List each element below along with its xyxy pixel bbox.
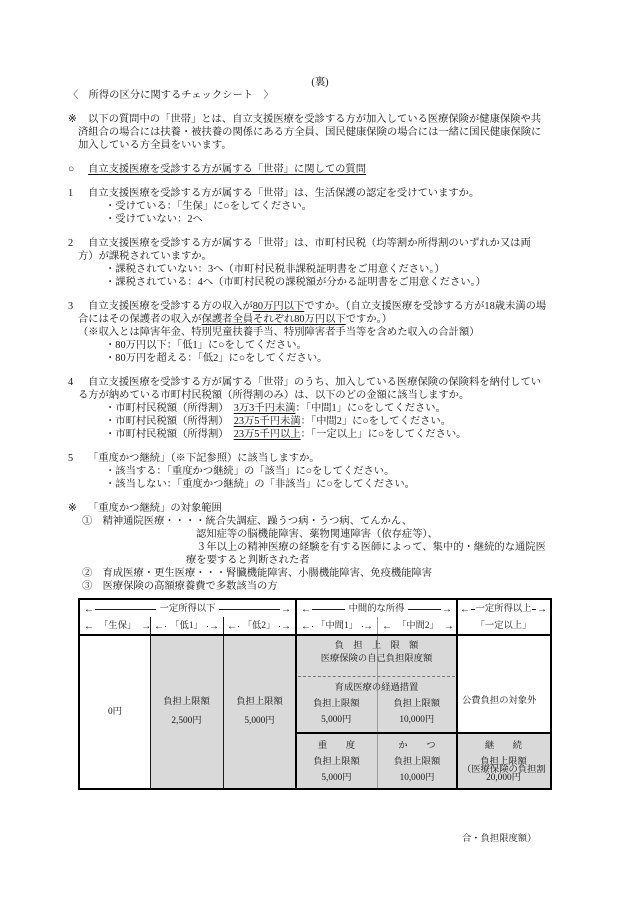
cell-severe-ittei	[457, 734, 550, 792]
severe-c3-label: 負担上限額	[480, 757, 527, 767]
scope-item-2: ② 育成医療・更生医療・・・腎臓機能障害、小腸機能障害、免疫機能障害	[82, 568, 433, 579]
middle-labels-row	[296, 698, 457, 711]
severe-c1-value: 5,000円	[321, 773, 352, 783]
severe-c2-label: 負担上限額	[393, 757, 441, 767]
cell-severe-chukan1	[296, 734, 377, 792]
group-header-chukan: ← 中間的な所得 →	[301, 603, 453, 615]
q5-text: 5 「重度かつ継続」（※下記参照）に該当しますか。	[68, 453, 320, 464]
scope-item-1-line-4: 療を要すると判断された者	[186, 555, 310, 566]
severe-c2-value: 10,000円	[399, 773, 435, 783]
q3-line-3: （※収入とは障害年金、特別児童扶養手当、特別障害者手当等を含めた収入の合計額）	[78, 327, 480, 338]
cell-low2	[223, 636, 296, 788]
left-arrow-icon: ←	[84, 620, 94, 632]
q3-underline-1: 80万円以下	[252, 301, 305, 312]
q3-number: 3	[68, 301, 74, 312]
q4-line-1: 4 自立支援医療を受診する方が属する「世帯」のうち、加入している医療保険の保険料を納付してい	[68, 377, 542, 388]
scope-marker: ※	[68, 503, 77, 514]
chukan2-value: 10,000円	[399, 715, 435, 725]
left-arrow-icon: ←	[301, 603, 311, 615]
heading-marker: ○	[68, 164, 75, 175]
col-header-seiho: ← 「生保」 →	[84, 620, 152, 632]
middle-cap-title: 負 担 上 限 額	[334, 641, 419, 651]
question-2	[68, 237, 572, 289]
note-line-2: 済組合の場合には扶養・被扶養の関係にある方全員、国民健康保険の場合には一緒に国民健康保険に	[78, 127, 542, 138]
severe-title-part-3: 継 続	[484, 741, 523, 751]
severe-title-part-1: 重 度	[317, 741, 356, 751]
household-note	[68, 113, 572, 152]
scope-item-1-line-2: 認知症等の脳機能障害、薬物関連障害（依存症等）、	[196, 529, 438, 540]
cell-seiho	[80, 636, 150, 788]
q5-bullet-2: ・該当しない：「重度かつ継続」の「非該当」に○をしてください。	[105, 479, 415, 490]
right-arrow-icon: →	[363, 620, 373, 632]
col-header-chukan1: ← 「中間1」 →	[301, 620, 373, 632]
q3-bullet-1: ・80万円以下：「低1」に○をしてください。	[105, 340, 307, 351]
q1-text: 1 自立支援医療を受診する方が属する「世帯」は、生活保護の認定を受けていますか。	[68, 188, 480, 199]
question-5	[68, 452, 572, 491]
q2-bullet-1: ・課税されていない：3へ（市町村民税非課税証明書をご用意ください。）	[105, 264, 445, 275]
right-arrow-icon: →	[209, 620, 220, 632]
question-1	[68, 187, 572, 226]
left-arrow-icon: ←	[460, 603, 470, 615]
right-arrow-icon: →	[442, 603, 453, 615]
note-line-1	[68, 113, 572, 126]
cell-middle-upper	[296, 636, 457, 732]
middle-cap-sub: 医療保険の自己負担限度額	[320, 654, 433, 664]
ittei-line-1: 公費負担の対象外	[462, 696, 537, 706]
q2-line-2: 方）が課税されていますか。	[78, 251, 212, 262]
low2-value: 5,000円	[244, 716, 275, 726]
severe-title-part-2: か つ	[398, 741, 436, 751]
chukan2-label: 負担上限額	[393, 699, 440, 709]
scope-title: ※ 「重度かつ継続」の対象範囲	[68, 503, 222, 514]
severe-c1-label: 負担上限額	[313, 757, 360, 767]
middle-values-row	[296, 714, 457, 727]
q3-bullet-2: ・80万円を超える：「低2」に○をしてください。	[105, 353, 328, 364]
col-header-low2: ← 「低2」 →	[227, 620, 292, 632]
question-3	[68, 300, 572, 365]
seiho-value: 0円	[108, 706, 122, 717]
q3-line-1: 3 自立支援医療を受診する方の収入が80万円以下ですか。（自立支援医療を受診する方が18歳未満の場	[68, 301, 547, 312]
right-arrow-icon: →	[537, 603, 548, 615]
col-header-low1: ← 「低1」 →	[154, 620, 220, 632]
low2-label: 負担上限額	[236, 697, 283, 707]
left-arrow-icon: ←	[301, 620, 311, 632]
q4-bullet-2: ・市町村民税額（所得割） 23万5千円未満：「中間2」に○をしてください。	[105, 416, 452, 427]
questions-heading	[68, 163, 572, 176]
note-line-3: 加入している方全員をいいます。	[78, 140, 232, 151]
right-arrow-icon: →	[141, 620, 152, 632]
scope-item-1-line-3: ３年以上の精神医療の経験を有する医師によって、集中的・継続的な通院医	[196, 542, 546, 553]
page-side-label: (裏)	[311, 77, 329, 88]
q5-number: 5	[68, 453, 74, 464]
q4-bullet-1: ・市町村民税額（所得割） 3万3千円未満：「中間1」に○をしてください。	[105, 403, 446, 414]
ittei-line-3: 合・負担限度額）	[462, 834, 537, 844]
q4-underline-1: 3万3千円未満	[233, 403, 296, 414]
q3-underline-2: 保護者全員それぞれ80万円以下	[201, 314, 346, 325]
group-header-ittei: ← 一定所得以上 →	[460, 603, 548, 615]
ittei-line-2: （医療保険の負担割	[462, 765, 546, 775]
cell-severe-chukan2	[377, 734, 457, 792]
q4-number: 4	[68, 377, 74, 388]
col-header-ittei: 「一定以上」	[475, 620, 532, 631]
page-title: 〈 所得の区分に関するチェックシート 〉	[68, 90, 274, 101]
severe-c3-value: 20,000円	[486, 773, 521, 783]
chukan1-value: 5,000円	[321, 715, 352, 725]
severe-continuous-scope	[68, 502, 572, 593]
scope-item-3: ③ 医療保険の高額療養費で多数該当の方	[82, 581, 278, 592]
low1-value: 2,500円	[171, 716, 202, 726]
q5-bullet-1: ・該当する：「重度かつ継続」の「該当」に○をしてください。	[105, 466, 395, 477]
left-arrow-icon: ←	[382, 620, 392, 632]
cell-low1	[150, 636, 223, 788]
right-arrow-icon: →	[281, 603, 292, 615]
q1-number: 1	[68, 188, 74, 199]
q2-line-1: 2 自立支援医療を受診する方が属する「世帯」は、市町村民税（均等割か所得割のいずれか又は両	[68, 238, 531, 249]
chukan1-label: 負担上限額	[313, 699, 360, 709]
note-marker: ※	[68, 114, 77, 125]
left-arrow-icon: ←	[227, 620, 237, 632]
q3-line-2: 合にはその保護者の収入が保護者全員それぞれ80万円以下ですか。）	[78, 314, 393, 325]
q4-bullet-3: ・市町村民税額（所得割） 23万5千円以上：「一定以上」に○をしてください。	[105, 429, 467, 440]
q4-line-2: る方が納めている市町村民税額（所得割のみ）は、以下のどの金額に該当しますか。	[78, 390, 470, 401]
q1-bullet-2: ・受けていない：2へ	[105, 214, 203, 225]
q4-underline-2: 23万5千円未満	[233, 416, 301, 427]
cost-cap-table	[78, 598, 552, 844]
scope-item-1-line-1: ① 精神通院医療・・・・統合失調症、躁うつ病・うつ病、てんかん、	[82, 516, 413, 527]
right-arrow-icon: →	[281, 620, 292, 632]
question-4	[68, 376, 572, 441]
q2-number: 2	[68, 238, 74, 249]
q2-bullet-2: ・課税されている：4へ（市町村民税の課税額が分かる証明書をご用意ください。）	[105, 277, 486, 288]
col-header-chukan2: ← 「中間2」 →	[382, 620, 454, 632]
middle-ikusei-title: 育成医療の経過措置	[334, 683, 419, 693]
low1-label: 負担上限額	[163, 697, 210, 707]
q4-underline-3: 23万5千円以上	[233, 429, 301, 440]
group-header-teishotoku: ← 一定所得以下 →	[84, 603, 292, 615]
left-arrow-icon: ←	[154, 620, 164, 632]
q1-bullet-1: ・受けている：「生保」に○をしてください。	[105, 201, 313, 212]
heading-text: 自立支援医療を受診する方が属する「世帯」に関しての質問	[88, 164, 367, 175]
left-arrow-icon: ←	[84, 603, 94, 615]
note-text: 以下の質問中の「世帯」とは、自立支援医療を受診する方が加入している医療保険が健康保険や共	[88, 114, 542, 125]
right-arrow-icon: →	[443, 620, 454, 632]
